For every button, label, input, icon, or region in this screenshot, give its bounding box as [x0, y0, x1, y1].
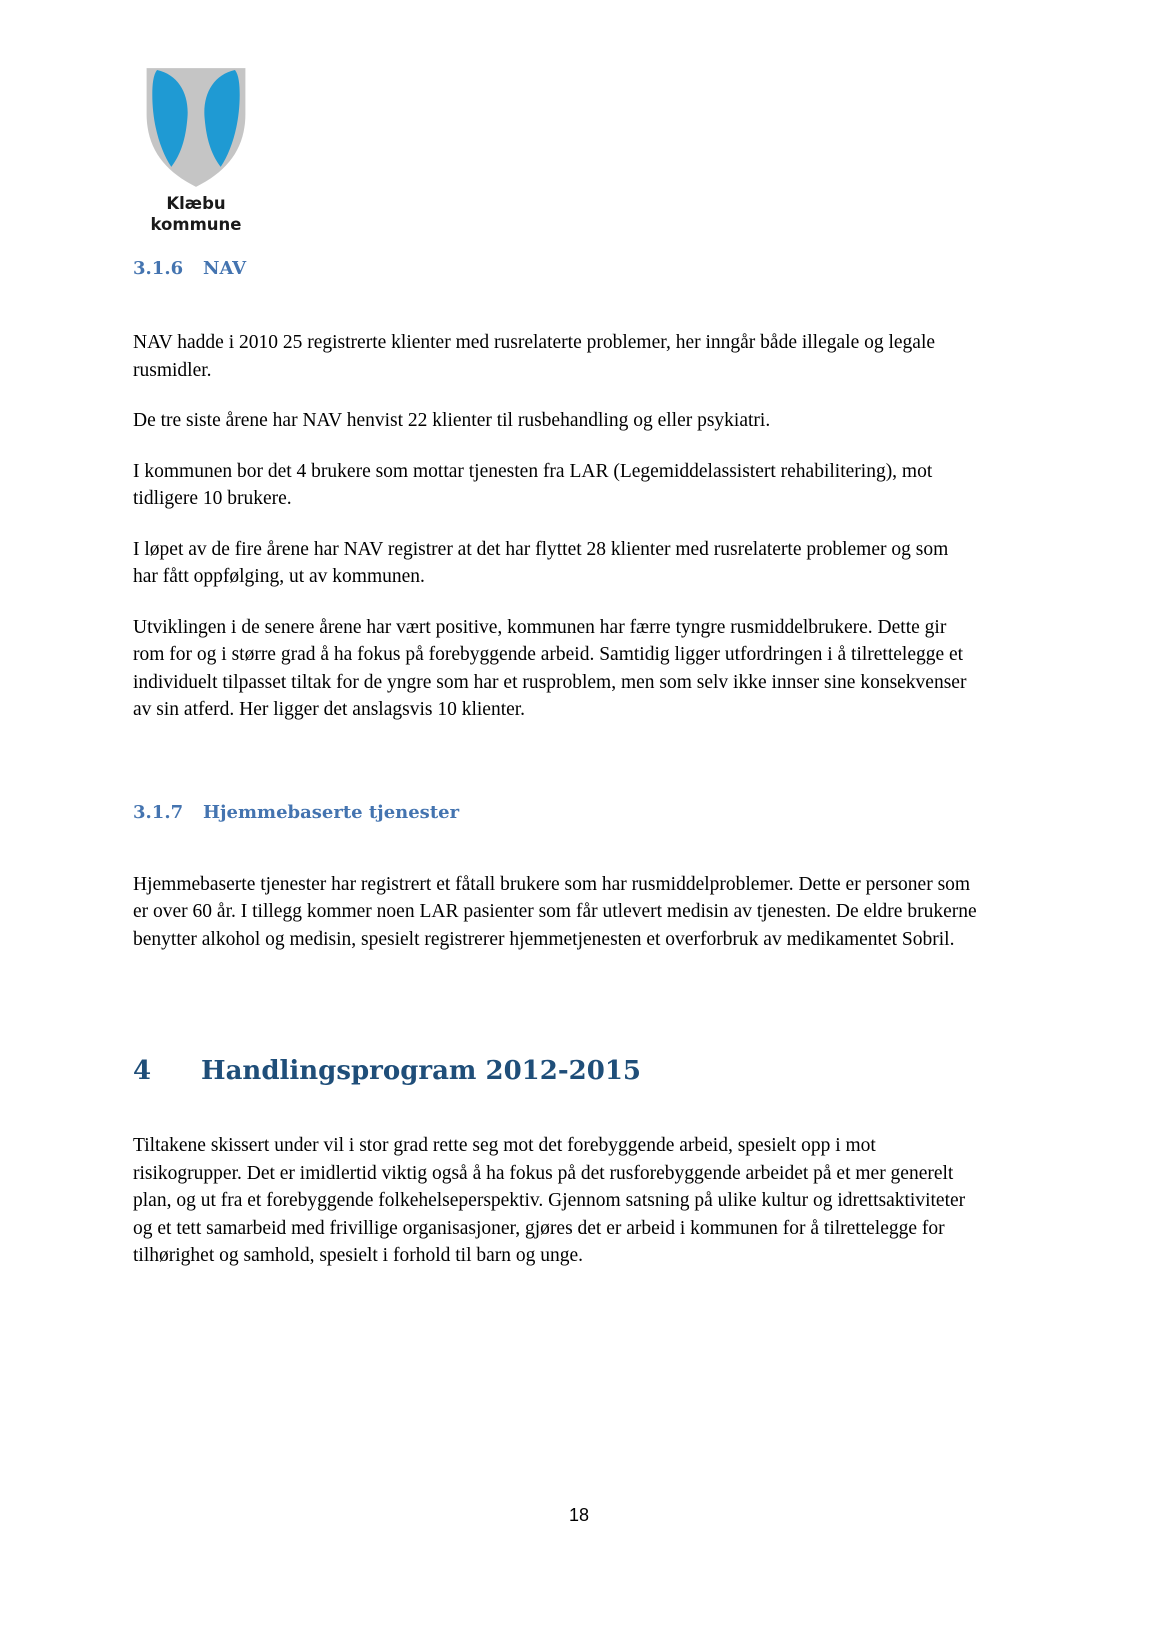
logo-caption-line2: kommune: [150, 214, 242, 234]
page-number: 18: [568, 1505, 590, 1525]
chapter-number: 4: [133, 1056, 152, 1086]
chapter-heading-4: [133, 1056, 978, 1086]
paragraph: De tre siste årene har NAV henvist 22 klienter til rusbehandling og eller psykiatri.: [133, 410, 771, 431]
section-heading-3-1-7: [133, 802, 978, 823]
municipal-logo: [136, 64, 256, 235]
klaebu-shield-icon: [139, 64, 253, 190]
section-number: 3.1.6: [133, 258, 184, 279]
section-heading-3-1-6: [133, 258, 978, 279]
section-number: 3.1.7: [133, 801, 184, 823]
logo-caption-line1: Klæbu: [166, 194, 226, 213]
paragraph: Hjemmebaserte tjenester har registrert et fåtall brukere som har rusmiddelproblemer. Dette er personer som er over 60 år. I tillegg kommer noen LAR pasienter som får utlevert medisin av tjenesten. De eldre brukerne benytter alkohol og medisin, spesielt registrerer hjemmetjenesten et overforbruk av medikamentet Sobril.: [133, 873, 977, 950]
paragraph: Utviklingen i de senere årene har vært positive, kommunen har færre tyngre rusmiddelbrukere. Dette gir rom for og i større grad å ha fokus på forebyggende arbeid. Samtidig ligger utfordringen i å tilrettelegge et individuelt tilpasset tiltak for de yngre som har et rusproblem, men som selv ikke innser sine konsekvenser av sin atferd. Her ligger det anslagsvis 10 klienter.: [133, 616, 967, 720]
paragraph: I kommunen bor det 4 brukere som mottar tjenesten fra LAR (Legemiddelassistert rehabilitering), mot tidligere 10 brukere.: [133, 460, 933, 509]
paragraph: I løpet av de fire årene har NAV registrer at det har flyttet 28 klienter med rusrelaterte problemer og som har fått oppfølging, ut av kommunen.: [133, 538, 949, 587]
chapter-title: Handlingsprogram 2012-2015: [201, 1056, 641, 1086]
paragraph: NAV hadde i 2010 25 registrerte klienter med rusrelaterte problemer, her inngår både illegale og legale rusmidler.: [133, 332, 936, 381]
paragraph: Tiltakene skissert under vil i stor grad rette seg mot det forebyggende arbeid, spesielt opp i mot risikogrupper. Det er imidlertid viktig også å ha fokus på det rusforebyggende arbeidet på et mer generelt plan, og ut fra et forebyggende folkehelseperspektiv. Gjennom satsning på ulike kultur og idrettsaktiviteter og et tett samarbeid med frivillige organisasjoner, gjøres det er arbeid i kommunen for å tilrettelegge for tilhørighet og samhold, spesielt i forhold til barn og unge.: [133, 1135, 966, 1266]
section-title: NAV: [203, 258, 247, 279]
document-content: [133, 250, 978, 1293]
section-title: Hjemmebaserte tjenester: [203, 801, 460, 823]
logo-caption: [136, 194, 256, 235]
